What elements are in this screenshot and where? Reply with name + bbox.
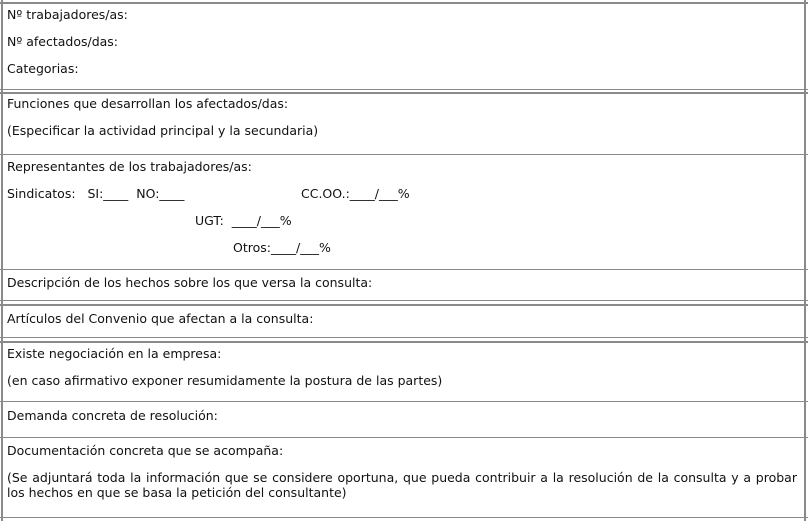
functions-note: (Especificar la actividad principal y la secundaria) [7,123,319,138]
articles-label: Artículos del Convenio que afectan a la consulta: [7,311,314,326]
otros-line: Otros:____/___% [233,240,331,255]
divider [0,517,808,518]
divider [0,92,808,94]
categories-label: Categorias: [7,61,79,76]
demand-label: Demanda concreta de resolución: [7,408,218,423]
num-workers-label: Nº trabajadores/as: [7,7,128,22]
negotiation-label: Existe negociación en la empresa: [7,346,222,361]
divider [0,304,808,306]
negotiation-note: (en caso afirmativo exponer resumidamente la postura de las partes) [7,373,443,388]
divider [0,401,808,402]
description-label: Descripción de los hechos sobre los que versa la consulta: [7,275,373,290]
ccoo-line: CC.OO.:____/___% [301,186,410,201]
documentation-note: (Se adjuntará toda la información que se considere oportuna, que pueda contribuir a la resolución de la consulta y a probar los hechos en que se basa la petición del consultante) [7,470,797,500]
divider [0,89,808,90]
num-affected-label: Nº afectados/das: [7,34,119,49]
ugt-line: UGT: ____/___% [195,213,292,228]
documentation-label: Documentación concreta que se acompaña: [7,443,284,458]
divider [0,2,808,4]
divider [0,269,808,270]
divider [0,300,808,301]
divider [0,437,808,438]
unions-line: Sindicatos: SI:____ NO:____ [7,186,185,201]
functions-label: Funciones que desarrollan los afectados/das: [7,96,289,111]
divider [0,337,808,338]
divider [0,341,808,343]
divider [0,154,808,155]
representatives-label: Representantes de los trabajadores/as: [7,159,252,174]
